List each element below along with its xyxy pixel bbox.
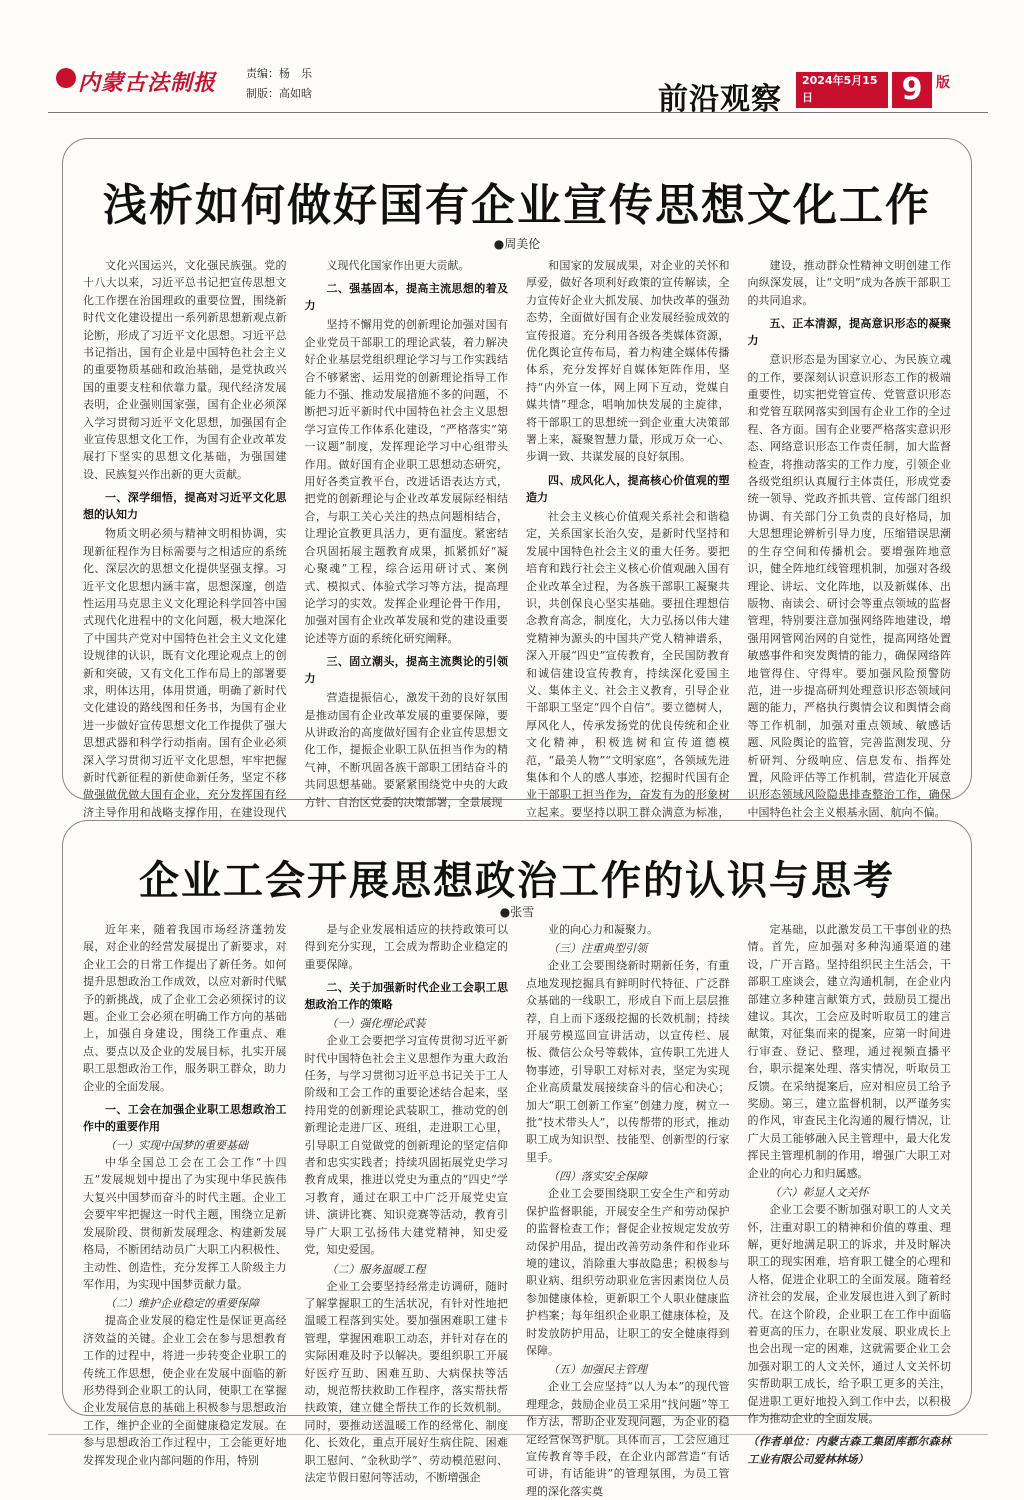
- issue-weekday: 星期三: [802, 108, 835, 121]
- paragraph: 和国家的发展成果，对企业的关怀和厚爱，做好各项利好政策的宣传解读，全力宣传好企业大抓发展、加快改革的强劲态势，全面做好国有企业发展经验成效的宣传报道。充分利用各级各类媒体资源，优化舆论宣传布局，着力构建全媒体传播体系，充分发挥好自媒体矩阵作用，坚持“内外宣一体，网上网下互动，党媒自媒共情”理念，唱响加快发展的主旋律，将干部职工的思想统一到企业重大决策部署上来，凝聚智慧力量，形成万众一心、步调一致、共谋发展的良好氛围。: [526, 259, 730, 464]
- subsection-heading: （二）维护企业稳定的重要保障: [105, 1297, 259, 1311]
- editor-line: 责编：杨 乐: [246, 67, 312, 80]
- paragraph: 近年来，随着我国市场经济蓬勃发展，对企业的经营发展提出了新要求，对企业工会的日常工作提出了新任务。如何提升思想政治工作成效，以应对新时代赋予的新挑战，成了企业工会必须探讨的议题。企业工会必须在明确工作方向的基础上，加强自身建设，围绕工作重点、难点、要点以及企业的发展目标，扎实开展职工思想政治工作，服务职工群众，助力企业的全面发展。: [83, 923, 287, 1093]
- section-title: 前沿观察: [658, 82, 782, 117]
- paragraph: 定基础，以此激发员工干事创业的热情。首先，应加强对多种沟通渠道的建设，广开言路。坚持组织民主生活会，干部职工座谈会，建立沟通机制，在企业内部建立多种建言献策方式，鼓励员工提出建议。其次，工会应及时听取员工的建言献策，对征集而来的提案，应第一时间进行审查、登记、整理，通过视频直播平台，职示提案处理、落实情况，听取员工反馈。在采纳提案后，应对相应员工给予奖励。第三，建立监督机制，以严谨务实的作风，审查民主化沟通的履行情况，让广大员工能够融入民主管理中，最大化发挥民主管理机制的作用，增强广大职工对企业的向心力和归属感。: [747, 923, 951, 1180]
- section-heading: 二、强基固本，提高主流思想的着及力: [304, 282, 508, 313]
- paragraph: 中华全国总工会在工会工作“十四五”发展规划中提出了为实现中华民族伟大复兴中国梦而奋斗的时代主题。企业工会要牢牢把握这一时代主题，围绕立足新发展阶段、贯彻新发展理念、构建新发展格局，不断团结动员广大职工内积极性、主动性、创造性，充分发挥工人阶级主力军作用，为实现中国梦贡献力量。: [83, 1156, 287, 1291]
- section-heading: 一、深学细悟，提高对习近平文化思想的认知力: [83, 491, 287, 522]
- subsection-heading: （一）强化理论武装: [326, 1017, 426, 1031]
- article-column: [526, 257, 730, 819]
- article-column: [83, 921, 287, 1467]
- newspaper-logo: 内蒙古法制报: [78, 70, 217, 96]
- paragraph: 社会主义核心价值观关系社会和谐稳定，关系国家长治久安，是新时代坚持和发展中国特色社会主义的重大任务。要把培育和践行社会主义核心价值观融入国有企业改革全过程，为各族干部职工凝聚共识，共创保良心坚实基础。要扭住理想信念教育高念，制度化，大力弘扬以伟大建党精神为源头的中国共产党人精神谱系，深入开展“四史”宣传教育，全民国防教育和诚信建设宣传教育，持续深化爱国主义、集体主义、社会主义教育，引导企业干部职工坚定“四个自信”。要立德树人，厚风化人，传承发扬党的优良传统和企业文化精神，积极选树和宣传道德模范，“最美人物”“文明家庭”，各领域先进集体和个人的感人事迹，挖掘时代国有企业干部职工担当作为，奋发有为的形象树立起来。要坚持以职工群众满意为标准，: [526, 509, 730, 819]
- article-union-ideological-work: [62, 820, 972, 1498]
- article-body: [83, 921, 952, 1498]
- subsection-heading: （一）实现中国梦的重要基础: [105, 1139, 248, 1153]
- paragraph: 企业工会要不断加强对职工的人文关怀，注重对职工的精神和价值的尊重、理解，更好地满足职工的诉求，并及时解决职工的现实困难，培育职工健全的心理和人格，促进企业职工的全面发展。随着经济社会的发展，企业发展也进入到了新时代。在这个阶段，企业职工在工作中面临着更高的压力，在职业发展、职业成长上也会出现一定的困难，这就需要企业工会加强对职工的人文关怀，通过人文关怀切实帮助职工成长，给予职工更多的关注，促进职工更好地投入到工作中去，以积极作为推动企业的全面发展。: [747, 1203, 951, 1425]
- subsection-heading: （六）彰显人文关怀: [769, 1186, 869, 1200]
- paragraph: 义现代化国家作出更大贡献。: [326, 259, 470, 272]
- paragraph: 文化兴国运兴，文化强民族强。党的十八大以来，习近平总书记把宣传思想文化工作摆在治国理政的重要位置，围绕新时代文化建设提出一系列新思想新观点新论断，形成了习近平文化思想。习近平总书记指出，国有企业是中国特色社会主义的重要物质基础和政治基础，是党执政兴国的重要支柱和依靠力量。现代经济发展表明，企业强则国家强，国有企业必须深入学习贯彻习近平文化思想，加强国有企业宣传思想文化工作，为国有企业改革发展打下坚实的思想文化基础，为强国建设、民族复兴作出新的更大贡献。: [83, 259, 287, 481]
- paragraph: 意识形态是为国家立心、为民族立魂的工作，要深刻认识意识形态工作的极端重要性，切实把党管宣传、党管意识形态和党管互联网落实到国有企业工作的全过程、各方面。国有企业要严格落实意识形态、网络意识形态工作责任制，加大监督检查，将推动落实的工作力度，引领企业各级党组织认真履行主体责任，形成党委统一领导、党政齐抓共管、宣传部门组织协调、有关部门分工负责的良好格局，加大思想理论辨析引导力度，压缩错误思潮的生存空间和传播机会。要增强阵地意识，健全阵地红线管理机制，加强对各级理论、讲坛、文化阵地，以及新媒体、出版物、南读会、研讨会等重点领域的监督管理，特别要注意加强网络阵地建设，增强用网管网治网的自觉性，提高网络处置敏感事件和突发舆情的能力，确保网络阵地管得住、守得牢。要加强风险预警防范，进一步提高研判处理意识形态领域问题的能力，严格执行舆情会议和舆情会商等工作机制，加强对重点领域、敏感话题、风险舆论的监管，完善监测发现、分析研判、分级响应、信息发布、指挥处置，风险评估等工作机制，营造化开展意识形态领域风险隐患排查整治工作，确保中国特色社会主义根基永固、航向不偏。: [747, 353, 951, 819]
- article-title: 浅析如何做好国有企业宣传思想文化工作: [103, 180, 931, 231]
- article-state-enterprise-propaganda: [62, 138, 972, 819]
- article-body: [83, 257, 951, 819]
- paragraph: 是与企业发展相适应的扶持政策可以得到充分实现，工会成为帮助企业稳定的重要保障。: [304, 923, 508, 971]
- paragraph: 企业工会要把学习宣传贯彻习近平新时代中国特色社会主义思想作为重大政治任务，与学习贯彻习近平总书记关于工人阶级和工会工作的重要论述结合起来，坚持用党的创新理论武装职工，推动党的创新理论走进厂区、班组，走进职工心里，引导职工自觉做党的创新理论的坚定信仰者和忠实实践者；持续巩固拓展党史学习教育成果，推进以党史为重点的“四史”学习教育，通过在职工中广泛开展党史宣讲、演讲比赛、知识竞赛等活动，教育引导广大职工弘扬伟大建党精神，知史爱党，知史爱国。: [304, 1034, 508, 1257]
- paragraph: 企业工会要围绕职工安全生产和劳动保护监督职能，开展安全生产和劳动保护的监督检查工作；督促企业按规定发放劳动保护用品，提出改善劳动条件和作业环境的建议，消除重大事故隐患；积极参与职业病、组织劳动职业危害因素岗位人员参加健康体检，更新职工个人职业健康监护档案；每年组织企业职工健康体检，及时发放防护用品，让职工的安全健康得到保障。: [526, 1187, 730, 1357]
- section-heading: 二、关于加强新时代企业工会职工思想政治工作的策略: [304, 981, 508, 1012]
- paragraph: 提高企业发展的稳定性是保证更高经济效益的关键。企业工会在参与思想教育工作的过程中，将进一步转变企业职工的传统工作思想，使企业在发展中面临的新形势得到企业职工的认同，使职工在掌握企业发展信息的基础上积极参与思想政治工作，维护企业的全面健康稳定发展。在参与思想政治工作过程中，工会能更好地发挥发现企业内部问题的作用，特别: [83, 1314, 287, 1467]
- article-column: [83, 257, 287, 819]
- paragraph: 企业工会要坚持经常走访调研，随时了解掌握职工的生活状况，有针对性地把温暖工程落到实处。要加强困难职工建卡管理，掌握困难职工动态，并针对存在的实际困难及时予以解决。要组织职工开展好医疗互助、困难互助、大病保扶等活动，规范帮扶救助工作程序，落实帮扶帮扶政策，建立健全帮扶工作的长效机制。同时，要推动送温暖工作的经常化、制度化、长效化，重点开展好生病住院、困难职工慰问、“金秋助学”、劳动模范慰问、法定节假日慰问等活动，不断增强企: [304, 1279, 508, 1484]
- article-column: [304, 257, 509, 809]
- newspaper-logo-icon: [56, 68, 76, 88]
- article-byline: ●周美伦: [493, 237, 541, 251]
- article-title: 企业工会开展思想政治工作的认识与思考: [139, 857, 895, 904]
- article-column: [747, 921, 952, 1466]
- footer-divider: [48, 1434, 988, 1435]
- article-column: [304, 921, 509, 1484]
- header-divider: [48, 112, 988, 113]
- article-column: [747, 257, 952, 819]
- section-heading: 三、固立潮头，提高主流舆论的引领力: [304, 655, 508, 686]
- paragraph: 企业工会要围绕新时期新任务，有重点地发现挖掘具有鲜明时代特征、广泛群众基础的一线职工，形成自下而上层层推荐，自上而下逐级挖掘的长效机制；持续开展劳模巡回宣讲活动，以宣传栏、展板、微信公众号等载体，宣传职工先进人物事迹，引导职工对标对表，坚定为实现企业高质量发展接续奋斗的信心和决心；加大“职工创新工作室”创建力度，树立一批“技术带头人”，以传帮带的形式，推动职工成为知识型、技能型、创新型的行家里手。: [526, 959, 730, 1164]
- subsection-heading: （二）服务温暖工程: [326, 1262, 426, 1276]
- paragraph: 坚持不懈用党的创新理论加强对国有企业党员干部职工的理论武装，着力解决好企业基层党组织理论学习与工作实践结合不够紧密、运用党的创新理论指导工作能力不强、推动发展措施不多的问题，不断把习近平新时代中国特色社会主义思想学习宣传工作体系化建设，“严格落实”第一议题”制度，发挥理论学习中心组带头作用。做好国有企业职工思想动态研究，用好各类宣教平台，改进话语表达方式，把党的创新理论与企业改革发展际经相结合，与职工关心关注的热点问题相结合，让理论宣教更具活力，更有温度。紧密结合巩固拓展主题教育成果，抓紧抓好“凝心聚魂”工程，综合运用研讨式、案例式、模拟式、体验式学习等方法，提高理论学习的实效。发挥企业理论骨干作用，加强对国有企业改革发展和党的建设重要论述等方面的系统化研究阐释。: [304, 318, 508, 645]
- paragraph: 业的向心力和凝聚力。: [548, 923, 658, 936]
- issue-date: 2024年5月15日: [802, 74, 878, 104]
- paragraph: 物质文明必须与精神文明相协调，实现新征程作为目标需要与之相适应的系统化、深层次的思想文化提供坚强支撑。习近平文化思想内涵丰富，思想深邃，创造性运用马克思主义文化理论科学回答中国式现代化进程中的文化问题，极大地深化了中国共产党对中国特色社会主义文化建设规律的认识，既有文化理论观点上的创新和突破，又有文化工作布局上的部署要求，明体达用，体用贯通，明确了新时代文化建设的路线图和任务书，为国有企业进一步做好宣传思想文化工作提供了强大思想武器和科学行动指南。国有企业必须深入学习贯彻习近平文化思想，牢牢把握新时代新征程的新使命新任务，坚定不移做强做优做大国有企业，充分发挥国有经济主导作用和战略支撑作用，在建设现代: [83, 527, 287, 819]
- article-column: [526, 921, 730, 1498]
- section-heading: 五、正本清源，提高意识形态的凝聚力: [747, 317, 951, 348]
- subsection-heading: （五）加强民主管理: [548, 1363, 647, 1377]
- page-number: 9: [892, 72, 932, 108]
- article-byline: ●张雪: [499, 905, 535, 919]
- subsection-heading: （四）落实安全保障: [548, 1170, 647, 1184]
- paragraph: 建设，推动群众性精神文明创建工作向纵深发展，让“文明”成为各族干部职工的共同追求。: [747, 259, 951, 307]
- editor-credits: [246, 64, 312, 104]
- subsection-heading: （三）注重典型引领: [548, 942, 647, 956]
- paragraph: 营造提振信心，激发干劲的良好氛围是推动国有企业改革发展的重要保障，要从讲政治的高度做好国有企业宣传思想文化工作，提振企业职工队伍担当作为的精气神，不断巩固各族干部职工团结奋斗的共同思想基础。要紧紧围绕党中央的大政方针、自治区党委的决策部署，全景展现: [304, 691, 508, 809]
- section-heading: 一、工会在加强企业职工思想政治工作中的重要作用: [83, 1103, 287, 1134]
- section-heading: 四、成风化人，提高核心价值观的塑造力: [526, 473, 730, 504]
- paragraph: 企业工会应坚持“以人为本”的现代管理理念，鼓励企业员工采用“找问题”等工作方法，帮助企业发现问题，为企业的稳定经营保驾护航。具体而言，工会应通过宣传教育等手段，在企业内部营造“有话可讲，有话能讲”的管理氛围，为员工管理的深化落实奠: [526, 1380, 730, 1498]
- issue-date-box: [796, 72, 888, 121]
- author-affiliation: （ 作者单位：内蒙古森工集团库都尔森林工业有限公司爱林林场 ）: [748, 1433, 952, 1468]
- page-suffix: 版: [936, 75, 950, 91]
- producer-line: 制版：高如晗: [246, 87, 312, 100]
